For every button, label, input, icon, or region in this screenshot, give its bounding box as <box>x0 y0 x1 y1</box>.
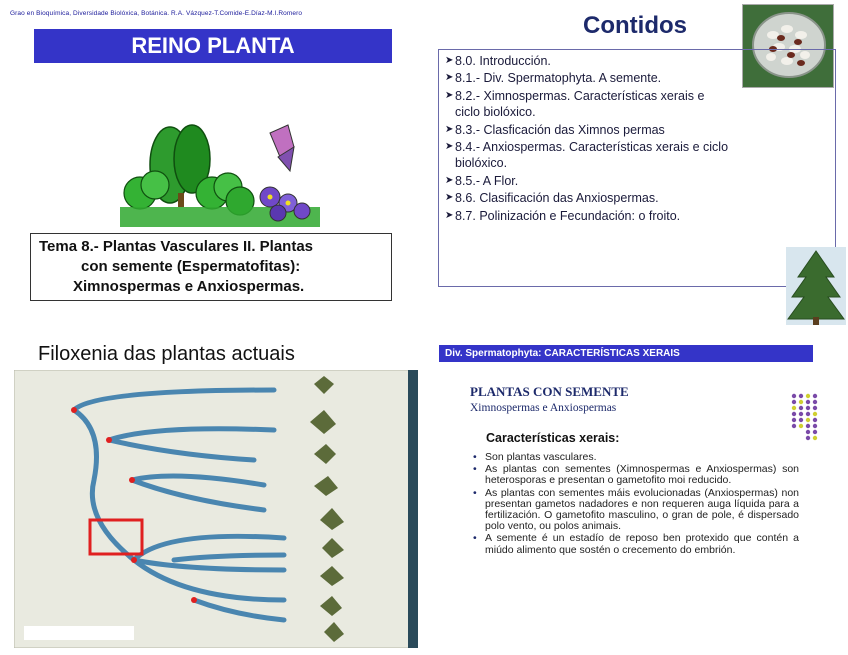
reino-planta-banner: REINO PLANTA <box>34 29 392 63</box>
contents-item <box>445 88 829 121</box>
decorative-dot <box>799 400 803 404</box>
contents-item <box>445 208 829 224</box>
decorative-dot <box>792 394 796 398</box>
ximnospermas-anxiospermas-subheading: Ximnospermas e Anxiospermas <box>470 402 617 414</box>
decorative-dot <box>799 394 803 398</box>
decorative-dot <box>813 430 817 434</box>
contents-list <box>445 53 829 224</box>
decorative-dot <box>799 412 803 416</box>
decorative-dot <box>792 406 796 410</box>
contents-item-text: 8.5.- A Flor. <box>455 173 519 188</box>
contents-item <box>445 190 829 206</box>
decorative-dot <box>806 436 810 440</box>
filoxenia-title: Filoxenia das plantas actuais <box>38 343 295 365</box>
contents-item-text: 8.3.- Clasficación das Ximnos permas <box>455 122 665 137</box>
decorative-dot <box>806 412 810 416</box>
decorative-dot <box>806 406 810 410</box>
contents-item-text-cont: ciclo biolóxico. <box>455 105 536 120</box>
contents-item <box>445 53 829 69</box>
decorative-dot <box>799 424 803 428</box>
decorative-dot <box>806 424 810 428</box>
decorative-dot <box>813 400 817 404</box>
contents-item-text: 8.4.- Anxiospermas. Características xerais e ciclo <box>455 140 729 155</box>
decorative-dot <box>813 418 817 422</box>
contidos-title: Contidos <box>583 12 687 39</box>
spermatophyta-header-bar: Div. Spermatophyta: CARACTERÍSTICAS XERAIS <box>439 345 813 362</box>
decorative-dot <box>806 400 810 404</box>
tema-line-3: Ximnospermas e Anxiospermas. <box>73 278 305 295</box>
contents-item <box>445 122 829 138</box>
credit-line: Grao en Bioquímica, Diversidade Biolóxica, Botánica. R.A. Vázquez-T.Comide-E.Díaz-M.I.Romero <box>10 10 303 17</box>
arrow-bullet-icon: ➤ <box>445 123 454 135</box>
decorative-dot <box>799 406 803 410</box>
decorative-dot <box>792 400 796 404</box>
contents-item <box>445 173 829 189</box>
arrow-bullet-icon: ➤ <box>445 72 454 84</box>
contents-item-text: 8.2.- Ximnospermas. Características xerais e <box>455 88 705 103</box>
conifer-tree-photo <box>786 247 846 325</box>
tema-line-1: Tema 8.- Plantas Vasculares II. Plantas <box>39 238 314 255</box>
arrow-bullet-icon: ➤ <box>445 192 454 204</box>
plantas-con-semente-heading: PLANTAS CON SEMENTE <box>470 384 629 399</box>
decorative-dot <box>813 394 817 398</box>
arrow-bullet-icon: ➤ <box>445 174 454 186</box>
contents-item-text-cont: biolóxico. <box>455 156 508 171</box>
tema-box <box>30 233 392 301</box>
contents-item-text: 8.7. Polinización e Fecundación: o froito. <box>455 208 681 223</box>
decorative-dot <box>813 412 817 416</box>
decorative-dot <box>806 418 810 422</box>
contents-item-text: 8.6. Clasificación das Anxiospermas. <box>455 191 659 206</box>
tema-line-2: con semente (Espermatofitas): <box>81 258 301 275</box>
characteristic-item: • As plantas con sementes máis evolucionadas (Anxiospermas) non presentan gametos nadadores e non requeren auga líquida para a fertilización. O gametofito masculino, o gran de pole, é dispersado polo vento, ou polos animais. <box>473 488 799 533</box>
contents-item <box>445 70 829 86</box>
decorative-dot <box>792 424 796 428</box>
contents-list-box <box>438 49 836 287</box>
decorative-dot <box>799 418 803 422</box>
phylogeny-figure <box>14 370 418 648</box>
contents-item-text: 8.1.- Div. Spermatophyta. A semente. <box>455 71 662 86</box>
decorative-dot <box>813 436 817 440</box>
arrow-bullet-icon: ➤ <box>445 55 454 66</box>
decorative-dot <box>792 418 796 422</box>
decorative-dot <box>813 424 817 428</box>
arrow-bullet-icon: ➤ <box>445 141 454 153</box>
arrow-bullet-icon: ➤ <box>445 89 454 101</box>
decorative-dot <box>806 394 810 398</box>
characteristic-item: • Son plantas vasculares. <box>473 452 799 463</box>
arrow-bullet-icon: ➤ <box>445 209 454 221</box>
contents-item-text: 8.0. Introducción. <box>455 54 551 68</box>
decorative-dots-icon <box>790 392 820 442</box>
decorative-dot <box>806 430 810 434</box>
characteristic-item: • A semente é un estadío de reposo ben protexido que contén a miúdo alimento que sostén o crecemento do embrión. <box>473 533 799 555</box>
characteristics-list <box>473 452 799 557</box>
decorative-dot <box>813 406 817 410</box>
contents-item <box>445 139 829 172</box>
plant-clipart <box>120 123 320 231</box>
characteristic-item: • As plantas con sementes (Ximnospermas e Anxiospermas) son heterosporas e presentan o gametofito moi reducido. <box>473 464 799 486</box>
caracteristicas-xerais-label: Características xerais: <box>486 431 620 445</box>
decorative-dot <box>792 412 796 416</box>
